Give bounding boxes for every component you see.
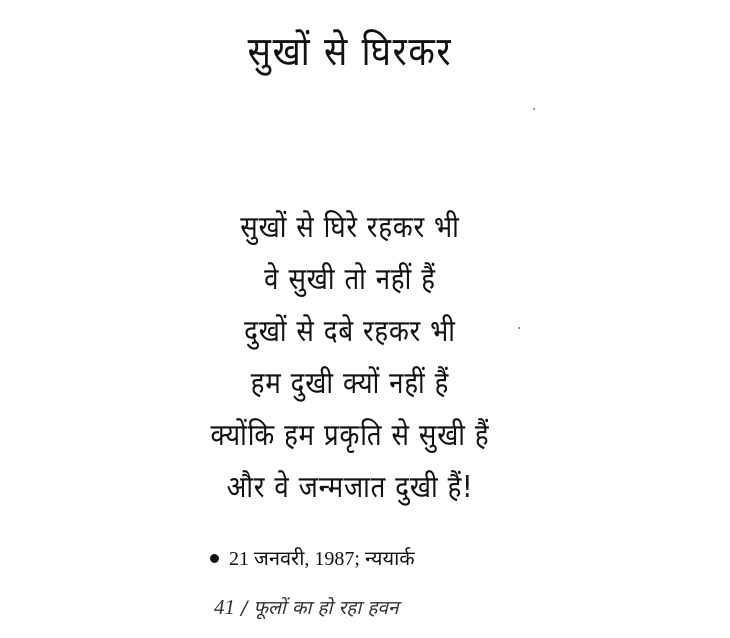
poem-line: क्योंकि हम प्रकृति से सुखी हैं [210,418,490,453]
poem-line: सुखों से घिरे रहकर भी [240,210,460,245]
footer-separator: / [241,597,248,619]
page-footer [214,594,399,620]
poem-body [0,202,700,514]
paper-speck [518,327,520,329]
dateline-text: 21 जनवरी, 1987; न्ययार्क [229,548,415,570]
bullet-icon [210,554,219,563]
book-title: फूलों का हो रहा हवन [253,597,399,619]
poem-line: हम दुखी क्यों नहीं हैं [250,366,450,401]
poem-line: और वे जन्मजात दुखी हैं! [226,470,474,505]
poem-line: वे सुखी तो नहीं हैं [264,262,436,297]
poem-title: सुखों से घिरकर [247,29,453,75]
page-number: 41 [214,595,235,619]
paper-speck [533,108,535,110]
poem-line: दुखों से दबे रहकर भी [244,314,456,349]
poem-dateline [210,544,415,571]
